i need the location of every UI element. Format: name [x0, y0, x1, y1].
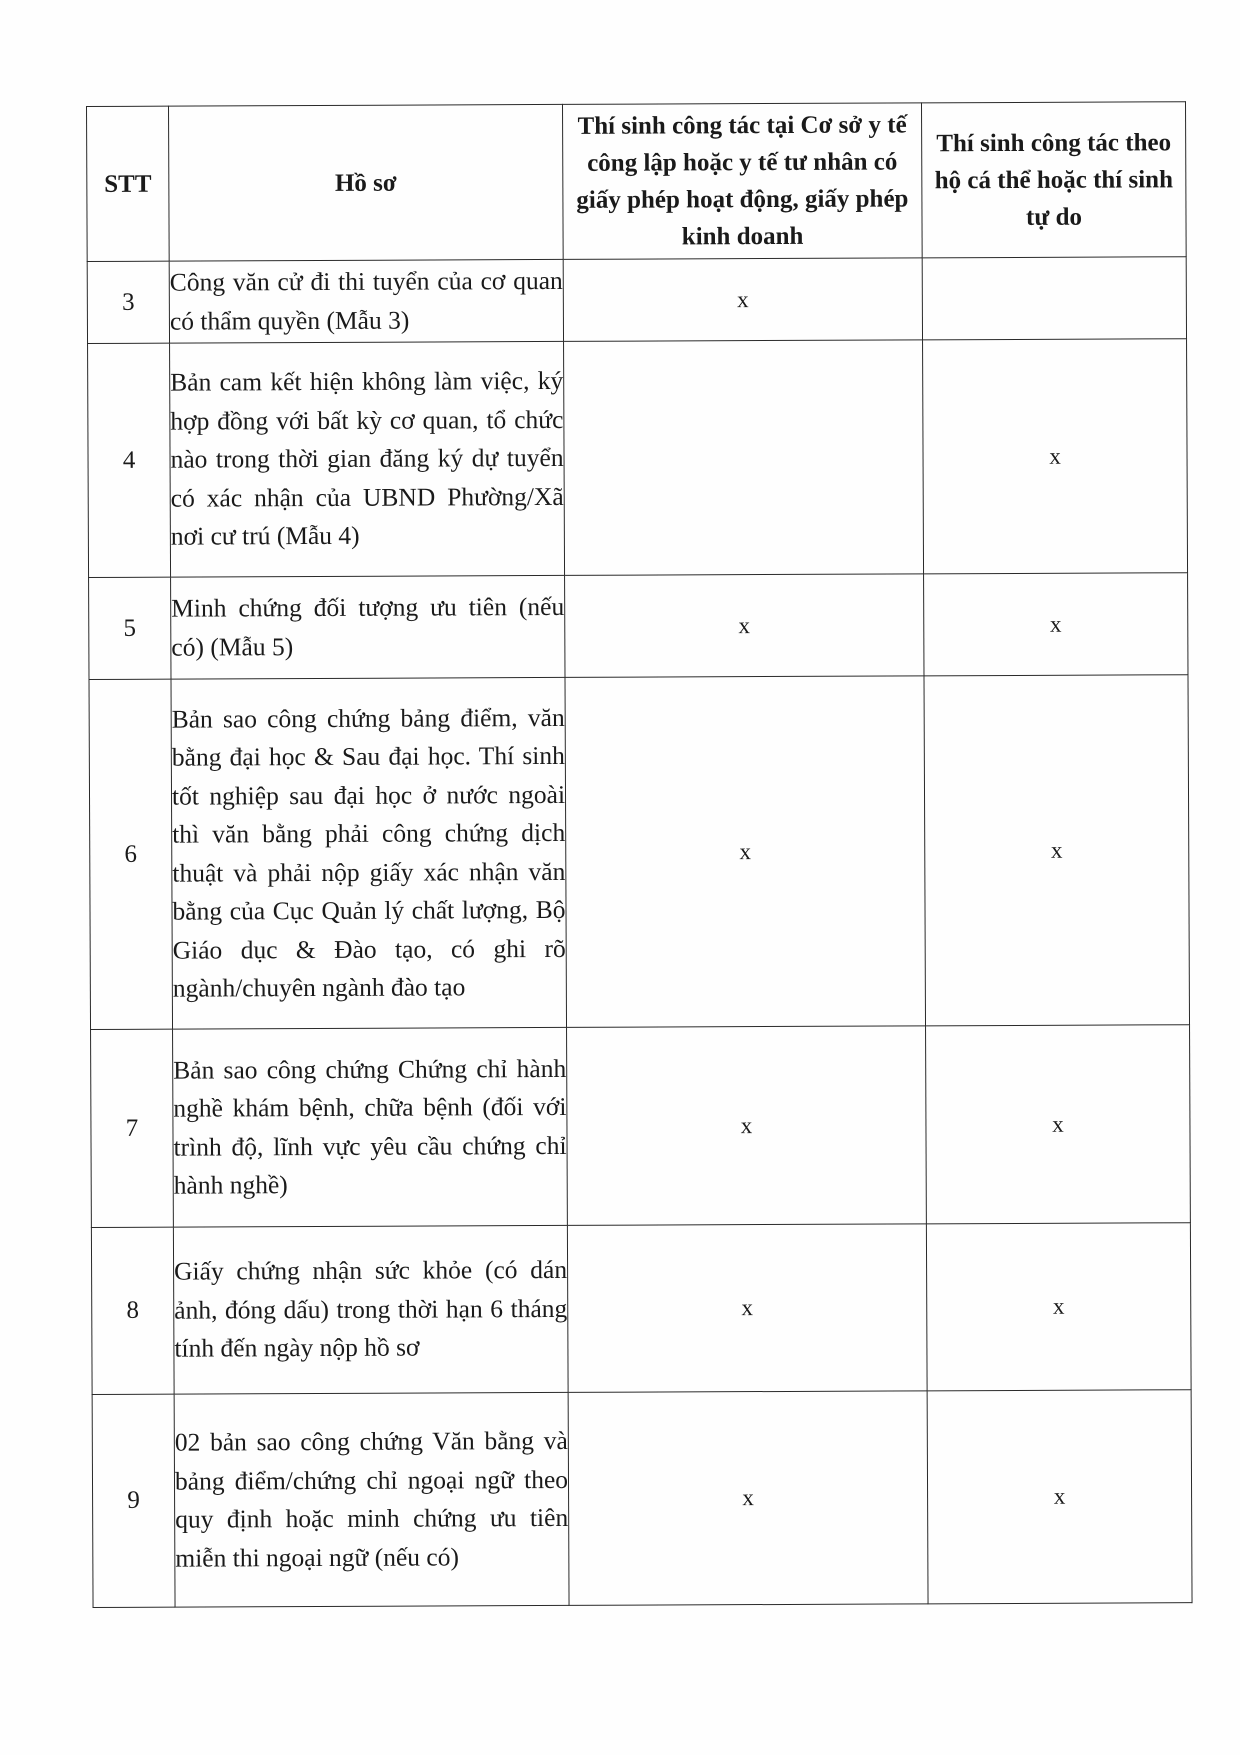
row-description: Công văn cử đi thi tuyển của cơ quan có thẩm quyền (Mẫu 3) — [169, 259, 563, 343]
row-mark-col2: x — [926, 1025, 1191, 1224]
row-description: Giấy chứng nhận sức khỏe (có dán ảnh, đóng dấu) trong thời hạn 6 tháng tính đến ngày nộp hồ sơ — [173, 1225, 568, 1394]
row-stt: 4 — [88, 343, 171, 577]
row-mark-col2 — [922, 257, 1186, 340]
table-row — [89, 573, 1188, 680]
row-mark-col2: x — [924, 573, 1188, 676]
row-mark-col2: x — [924, 675, 1190, 1026]
row-description: Bản sao công chứng Chứng chỉ hành nghề khám bệnh, chữa bệnh (đối với trình độ, lĩnh vực yêu cầu chứng chỉ hành nghề) — [173, 1027, 568, 1227]
row-description: Bản sao công chứng bảng điểm, văn bằng đại học & Sau đại học. Thí sinh tốt nghiệp sau đại học ở nước ngoài thì văn bằng phải công chứng dịch thuật và phải nộp giấy xác nhận văn bằng của Cục Quản lý chất lượng, Bộ Giáo dục & Đào tạo, có ghi rõ ngành/chuyên ngành đào tạo — [171, 677, 567, 1029]
row-stt: 9 — [92, 1394, 175, 1607]
row-stt: 6 — [89, 679, 173, 1029]
table-row — [91, 1223, 1191, 1395]
row-stt: 8 — [91, 1227, 174, 1394]
header-freelance-candidate: Thí sinh công tác theo hộ cá thể hoặc thí sinh tự do — [921, 102, 1186, 258]
row-stt: 7 — [91, 1029, 174, 1227]
header-hoso: Hồ sơ — [169, 104, 564, 261]
row-mark-col2: x — [927, 1390, 1192, 1604]
row-description: Minh chứng đối tượng ưu tiên (nếu có) (Mẫu 5) — [171, 575, 565, 679]
table-header-row — [87, 102, 1187, 262]
row-stt: 5 — [89, 577, 171, 679]
table-row — [87, 257, 1186, 344]
header-public-facility-candidate: Thí sinh công tác tại Cơ sở y tế công lập hoặc y tế tư nhân có giấy phép hoạt động, giấy phép kinh doanh — [562, 103, 922, 260]
row-mark-col1: x — [568, 1391, 928, 1606]
table-row — [89, 675, 1190, 1030]
table-row — [92, 1390, 1192, 1608]
row-mark-col1: x — [563, 258, 922, 342]
row-mark-col1: x — [567, 1026, 927, 1226]
row-mark-col2: x — [923, 339, 1188, 574]
row-description: Bản cam kết hiện không làm việc, ký hợp đồng với bất kỳ cơ quan, tổ chức nào trong thời gian đăng ký dự tuyển có xác nhận của UBND Phường/Xã nơi cư trú (Mẫu 4) — [170, 341, 565, 577]
requirements-table — [86, 101, 1193, 1608]
row-mark-col1: x — [567, 1224, 927, 1393]
row-mark-col1: x — [565, 676, 926, 1028]
row-mark-col1: x — [565, 574, 924, 678]
header-stt: STT — [87, 106, 170, 261]
row-mark-col2: x — [926, 1223, 1191, 1391]
table-row — [88, 339, 1188, 578]
table-row — [91, 1025, 1191, 1228]
row-description: 02 bản sao công chứng Văn bằng và bảng điểm/chứng chỉ ngoại ngữ theo quy định hoặc minh chứng ưu tiên miễn thi ngoại ngữ (nếu có) — [174, 1392, 569, 1607]
row-stt: 3 — [87, 261, 169, 343]
row-mark-col1 — [564, 340, 924, 576]
